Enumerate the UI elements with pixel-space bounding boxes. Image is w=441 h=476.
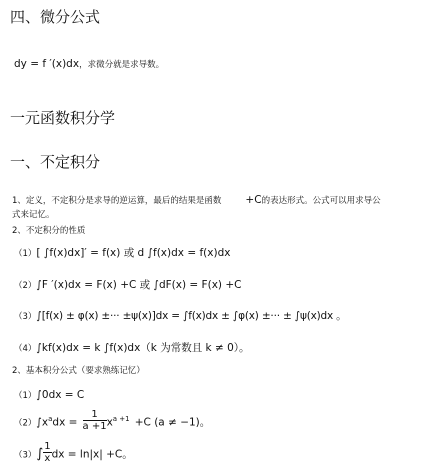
chapter-title: 一元函数积分学: [10, 109, 116, 127]
property-1: [14, 241, 230, 260]
property-2-formula: ∫F ′(x)dx = F(x) +C 或 ∫dF(x) = F(x) +C: [36, 279, 242, 291]
basic-formula-3-frac-num: 1: [44, 441, 51, 452]
definition-line-2: 式来记忆。: [12, 210, 55, 220]
basic-formula-1: [14, 383, 84, 402]
dy-note: ，求微分就是求导数。: [79, 60, 165, 70]
basic-formula-3-fraction: [43, 442, 51, 464]
property-3: [14, 304, 346, 323]
basic-formula-2-frac-den: a +1: [82, 421, 107, 432]
basic-formula-2-tail: +C (a ≠ −1)。: [134, 416, 211, 429]
basic-formula-2-fraction: [83, 410, 107, 432]
basic-formula-2: [14, 410, 210, 432]
dy-formula: dy = f ′(x)dx: [14, 58, 80, 70]
basic-formula-2-dx: dx =: [52, 416, 78, 429]
basic-formula-2-x: x: [106, 416, 113, 429]
basic-formula-3: [14, 442, 133, 464]
basic-formula-2-power: a +1: [112, 414, 130, 423]
definition-text-b: 的表达形式。公式可以用求导公: [261, 196, 381, 206]
basic-formula-2-lhs: ∫x: [36, 416, 49, 429]
definition-plus-c: +C: [245, 194, 262, 206]
property-1-number: （1）: [14, 249, 37, 259]
definition-line-1: [12, 194, 381, 206]
basic-formula-3-frac-den: x: [44, 453, 51, 464]
basic-formula-3-tail: dx = ln|x| +C。: [51, 448, 133, 461]
basic-formula-2-frac-num: 1: [83, 410, 107, 421]
basic-formulas-heading: 2、基本积分公式（要求熟练记忆）: [12, 366, 145, 376]
basic-formula-1-expr: ∫0dx = C: [36, 389, 85, 401]
property-4: [14, 336, 250, 355]
property-2-number: （2）: [14, 281, 37, 291]
property-4-number: （4）: [14, 344, 37, 354]
property-3-number: （3）: [14, 312, 37, 322]
basic-formula-1-number: （1）: [14, 391, 37, 401]
basic-formula-2-number: （2）: [14, 418, 37, 429]
dy-line: [14, 52, 164, 71]
definition-text-a: 1、定义，不定积分是求导的逆运算，最后的结果是函数: [12, 196, 222, 206]
section-title-differential: 四、微分公式: [10, 8, 101, 26]
property-3-formula: ∫[f(x) ± φ(x) ±··· ±ψ(x)]dx = ∫f(x)dx ± ∫φ(x) ±··· ± ∫ψ(x)dx 。: [36, 310, 347, 322]
properties-heading: 2、不定积分的性质: [12, 226, 86, 236]
basic-formula-3-number: （3）: [14, 450, 37, 461]
basic-formula-2-exponent: a: [48, 414, 53, 423]
property-1-formula: [ ∫f(x)dx]′ = f(x) 或 d ∫f(x)dx = f(x)dx: [36, 247, 231, 259]
basic-formula-3-integral: ∫: [36, 446, 44, 462]
property-4-formula: ∫kf(x)dx = k ∫f(x)dx（k 为常数且 k ≠ 0）。: [36, 342, 250, 354]
property-2: [14, 273, 241, 292]
section-title-indefinite-integral: 一、不定积分: [10, 153, 101, 171]
